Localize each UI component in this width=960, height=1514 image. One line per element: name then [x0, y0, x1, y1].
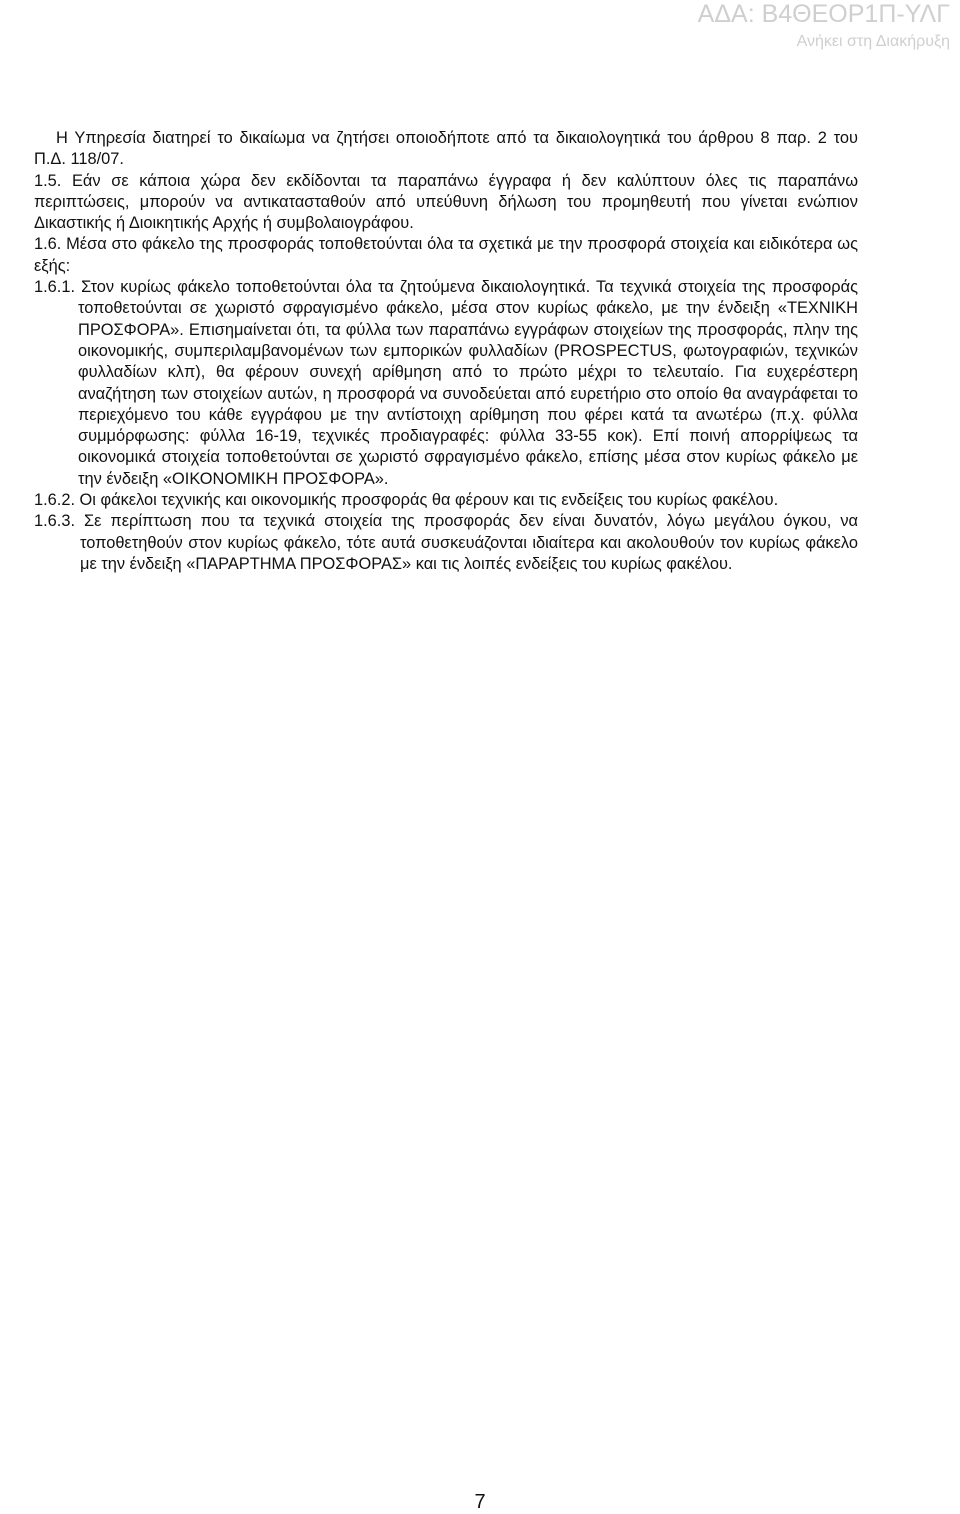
section-1-6-3: 1.6.3. Σε περίπτωση που τα τεχνικά στοιχεία της προσφοράς δεν είναι δυνατόν, λόγω μεγάλου όγκου, να τοποθετηθούν στον κυρίως φάκελο, τότε αυτά συσκευάζονται ιδιαίτερα και ακολουθούν τον κυρίως φάκελο με την ένδειξη «ΠΑΡΑΡΤΗΜΑ ΠΡΟΣΦΟΡΑΣ» και τις λοιπές ενδείξεις του κυρίως φακέλου.: [34, 512, 858, 573]
ada-code: ΑΔΑ: Β4ΘΕΟΡ1Π-ΥΛΓ: [697, 0, 950, 28]
page-number: 7: [474, 1491, 486, 1513]
section-1-6-1: 1.6.1. Στον κυρίως φάκελο τοποθετούνται όλα τα ζητούμενα δικαιολογητικά. Τα τεχνικά στοιχεία της προσφοράς τοποθετούνται σε χωριστό σφραγισμένο φάκελο, μέσα στον κυρίως φάκελο, με την ένδειξη «ΤΕΧΝΙΚΗ ΠΡΟΣΦΟΡΑ». Επισημαίνεται ότι, τα φύλλα των παραπάνω εγγράφων στοιχείων της προσφοράς, πλην της οικονομικής, συμπεριλαμβανομένων των εμπορικών φυλλαδίων (PROSPECTUS, φωτογραφιών, τεχνικών φυλλαδίων κλπ), θα φέρουν συνεχή αρίθμηση από το πρώτο μέχρι το τελευταίο. Για ευχερέστερη αναζήτηση των στοιχείων αυτών, η προσφορά να συνοδεύεται από ευρετήριο στο οποίο θα αναγράφεται το περιεχόμενο του κάθε εγγράφου με την αντίστοιχη αρίθμηση που φέρει κατά τα ανωτέρω (π.χ. φύλλα συμμόρφωσης: φύλλα 16-19, τεχνικές προδιαγραφές: φύλλα 33-55 κοκ). Επί ποινή απορρίψεως τα οικονομικά στοιχεία τοποθετούνται σε χωριστό σφραγισμένο φάκελο, επίσης μέσα στον κυρίως φάκελο με την ένδειξη «ΟΙΚΟΝΟΜΙΚΗ ΠΡΟΣΦΟΡΑ».: [34, 278, 858, 488]
intro-paragraph: Η Υπηρεσία διατηρεί το δικαίωμα να ζητήσει οποιοδήποτε από τα δικαιολογητικά του άρθρου 8 παρ. 2 του Π.Δ. 118/07.: [34, 129, 858, 169]
section-1-5: 1.5. Εάν σε κάποια χώρα δεν εκδίδονται τα παραπάνω έγγραφα ή δεν καλύπτουν όλες τις παραπάνω περιπτώσεις, μπορούν να αντικατασταθούν από υπεύθυνη δήλωση του προμηθευτή που γίνεται ενώπιον Δικαστικής ή Διοικητικής Αρχής ή συμβολαιογράφου.: [34, 171, 858, 233]
ada-status: Ανήκει στη Διακήρυξη: [796, 32, 950, 50]
section-1-6-2: 1.6.2. Οι φάκελοι τεχνικής και οικονομικής προσφοράς θα φέρουν και τις ενδείξεις του κυρίως φακέλου.: [34, 491, 779, 510]
section-1-6: 1.6. Μέσα στο φάκελο της προσφοράς τοποθετούνται όλα τα σχετικά με την προσφορά στοιχεία και ειδικότερα ως εξής:: [34, 235, 858, 275]
document-body: [34, 128, 858, 575]
ada-stamp: [698, 0, 950, 51]
